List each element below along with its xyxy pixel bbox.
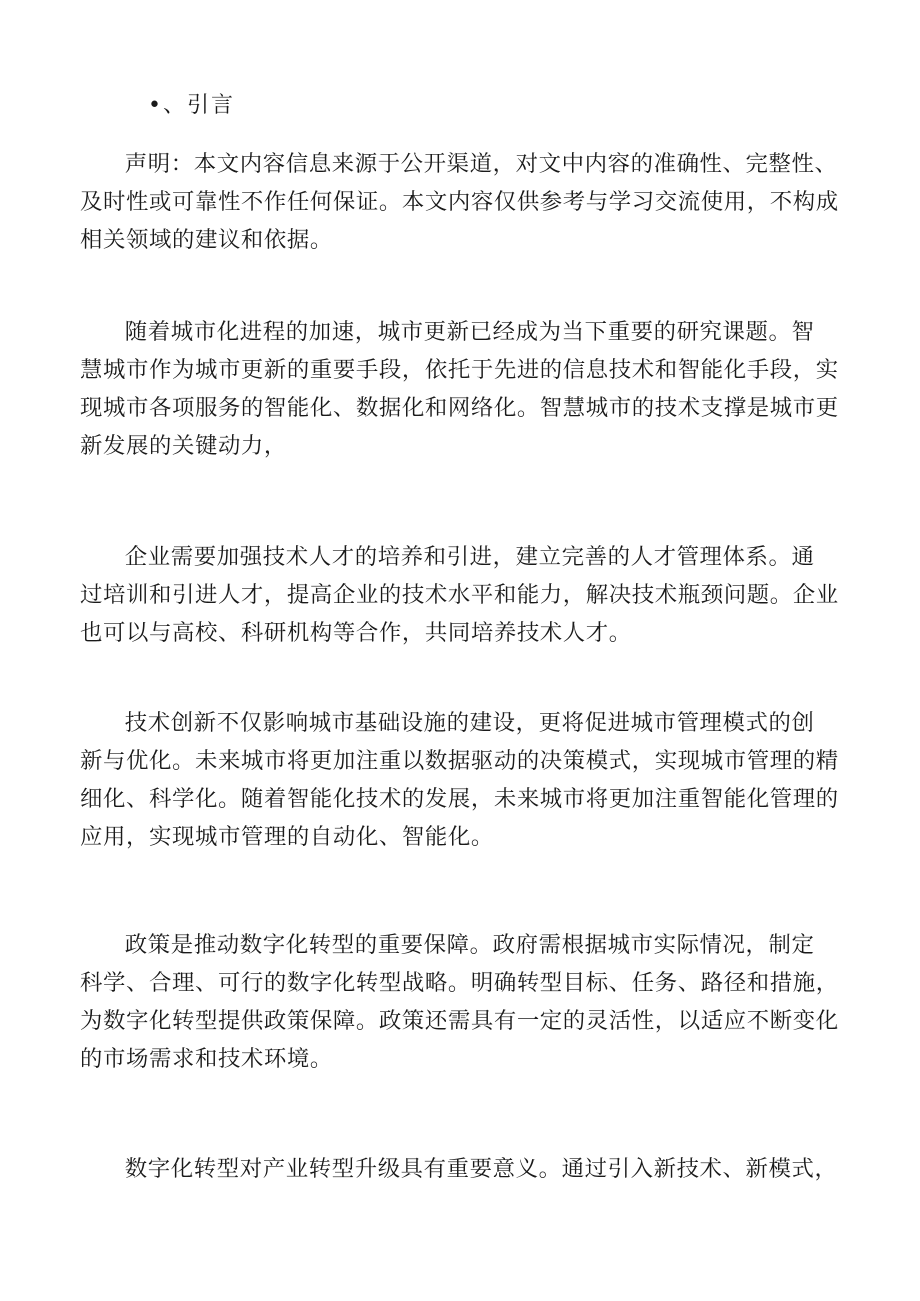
paragraph-line: 的市场需求和技术环境。 — [80, 1046, 333, 1072]
paragraph-line: 应用，实现城市管理的自动化、智能化。 — [80, 824, 494, 850]
paragraph-line: 及时性或可靠性不作任何保证。本文内容仅供参考与学习交流使用，不构成 — [80, 189, 839, 215]
paragraph-line: 科学、合理、可行的数字化转型战略。明确转型目标、任务、路径和措施， — [80, 970, 839, 996]
paragraph-line: 声明：本文内容信息来源于公开渠道，对文中内容的准确性、完整性、 — [124, 151, 838, 177]
paragraph-smart-city — [80, 313, 840, 465]
paragraph-line: 技术创新不仅影响城市基础设施的建设，更将促进城市管理模式的创 — [124, 710, 815, 736]
paragraph-line: 也可以与高校、科研机构等合作，共同培养技术人才。 — [80, 620, 632, 646]
paragraph-line: 新与优化。未来城市将更加注重以数据驱动的决策模式，实现城市管理的精 — [80, 748, 839, 774]
paragraph-line: 随着城市化进程的加速，城市更新已经成为当下重要的研究课题。智 — [124, 319, 815, 345]
paragraph-innovation — [80, 704, 840, 856]
paragraph-talent — [80, 538, 840, 652]
paragraph-line: 细化、科学化。随着智能化技术的发展，未来城市将更加注重智能化管理的 — [80, 786, 839, 812]
paragraph-line: 数字化转型对产业转型升级具有重要意义。通过引入新技术、新模式， — [124, 1156, 838, 1182]
paragraph-line: 现城市各项服务的智能化、数据化和网络化。智慧城市的技术支撑是城市更 — [80, 395, 839, 421]
paragraph-line: 企业需要加强技术人才的培养和引进，建立完善的人才管理体系。通 — [124, 544, 815, 570]
section-heading: •、引言 — [148, 93, 235, 118]
paragraph-line: 相关领域的建议和依据。 — [80, 227, 333, 253]
paragraph-line: 为数字化转型提供政策保障。政策还需具有一定的灵活性，以适应不断变化 — [80, 1008, 839, 1034]
paragraph-line: 过培训和引进人才，提高企业的技术水平和能力，解决技术瓶颈问题。企业 — [80, 582, 839, 608]
paragraph-line: 新发展的关键动力， — [80, 433, 287, 459]
paragraph-line: 慧城市作为城市更新的重要手段，依托于先进的信息技术和智能化手段，实 — [80, 357, 839, 383]
paragraph-disclaimer — [80, 145, 840, 259]
paragraph-policy — [80, 926, 840, 1078]
paragraph-transformation — [80, 1150, 840, 1188]
paragraph-line: 政策是推动数字化转型的重要保障。政府需根据城市实际情况，制定 — [124, 932, 815, 958]
